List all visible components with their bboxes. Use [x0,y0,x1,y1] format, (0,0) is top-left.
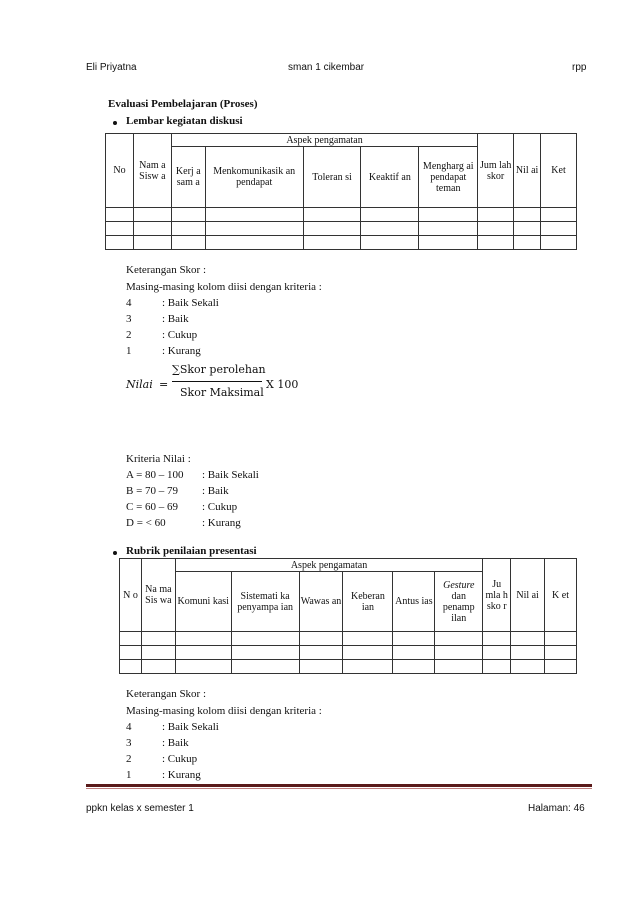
score-num: 2 [126,753,132,765]
score-label: : Baik [162,737,189,749]
fraction-bar [172,381,262,382]
col-group: Aspek pengamatan [175,559,482,572]
header-author: Eli Priyatna [86,62,137,73]
keterangan-title: Keterangan Skor : [126,264,207,276]
kriteria-range: B = 70 – 79 [126,485,179,497]
kriteria-label: : Cukup [202,501,238,513]
score-label: : Cukup [162,753,198,765]
col-aspect: Komuni kasi [175,572,231,632]
col-aspect: Menkomunikasik an pendapat [205,147,303,208]
section-title: Evaluasi Pembelajaran (Proses) [108,98,258,110]
col-aspect: Sistemati ka penyampa ian [231,572,299,632]
score-label: : Cukup [162,329,198,341]
col-no: No [106,134,134,208]
formula-numerator: ∑Skor perolehan [172,363,266,376]
kriteria-range: A = 80 – 100 [126,469,184,481]
col-name: Nam a Sisw a [133,134,171,208]
bullet-icon [113,551,117,555]
table-row [106,208,577,222]
kriteria-label: : Kurang [202,517,241,529]
footer-rule-dark [86,784,592,787]
bullet-icon [113,121,117,125]
col-aspect: Toleran si [303,147,361,208]
col-aspect-gesture [435,572,483,632]
formula-multiplier: X 100 [266,378,299,391]
table-row [106,222,577,236]
footer-left: ppkn kelas x semester 1 [86,803,194,814]
col-ket: Ket [541,134,577,208]
table1-title: Lembar kegiatan diskusi [126,115,243,127]
score-num: 1 [126,769,132,781]
col-no: N o [120,559,142,632]
footer-page-number: Halaman: 46 [528,803,585,814]
col-aspect: Mengharg ai pendapat teman [419,147,478,208]
footer-rule-light [86,788,592,789]
table-row [106,236,577,250]
table2-title: Rubrik penilaian presentasi [126,545,257,557]
col-group: Aspek pengamatan [171,134,477,147]
table-row [120,632,577,646]
formula-eq: = [159,378,169,391]
header-school: sman 1 cikembar [288,62,365,73]
col-jumlah: Jum lah skor [478,134,514,208]
formula-lhs: Nilai [126,378,153,391]
kriteria-title: Kriteria Nilai : [126,453,191,465]
score-label: : Baik Sekali [162,297,219,309]
kriteria-label: : Baik Sekali [202,469,259,481]
presentation-table [119,558,577,674]
keterangan2-title: Keterangan Skor : [126,688,207,700]
gesture-italic: Gesture [443,579,475,591]
col-ket: K et [545,559,577,632]
score-num: 4 [126,721,132,733]
score-label: : Kurang [162,769,201,781]
col-jumlah: Ju mla h sko r [483,559,511,632]
score-label: : Kurang [162,345,201,357]
formula-denominator: Skor Maksimal [180,386,264,399]
score-num: 3 [126,737,132,749]
col-nilai: Nil ai [511,559,545,632]
keterangan2-intro: Masing-masing kolom diisi dengan kriteria : [126,705,322,717]
kriteria-label: : Baik [202,485,229,497]
gesture-rest: dan penamp ilan [442,590,475,624]
score-label: : Baik [162,313,189,325]
discussion-table [105,133,577,250]
score-num: 3 [126,313,132,325]
col-nilai: Nil ai [514,134,541,208]
kriteria-range: D = < 60 [126,517,166,529]
col-aspect: Wawas an [299,572,343,632]
score-num: 4 [126,297,132,309]
score-num: 2 [126,329,132,341]
col-name: Na ma Sis wa [141,559,175,632]
score-label: : Baik Sekali [162,721,219,733]
kriteria-range: C = 60 – 69 [126,501,179,513]
col-aspect: Keaktif an [361,147,419,208]
table-row [120,646,577,660]
keterangan-intro: Masing-masing kolom diisi dengan kriteria : [126,281,322,293]
header-doc: rpp [572,62,587,73]
col-aspect: Kerj a sam a [171,147,205,208]
col-aspect: Keberan ian [343,572,393,632]
table-row [120,660,577,674]
score-num: 1 [126,345,132,357]
col-aspect: Antus ias [393,572,435,632]
